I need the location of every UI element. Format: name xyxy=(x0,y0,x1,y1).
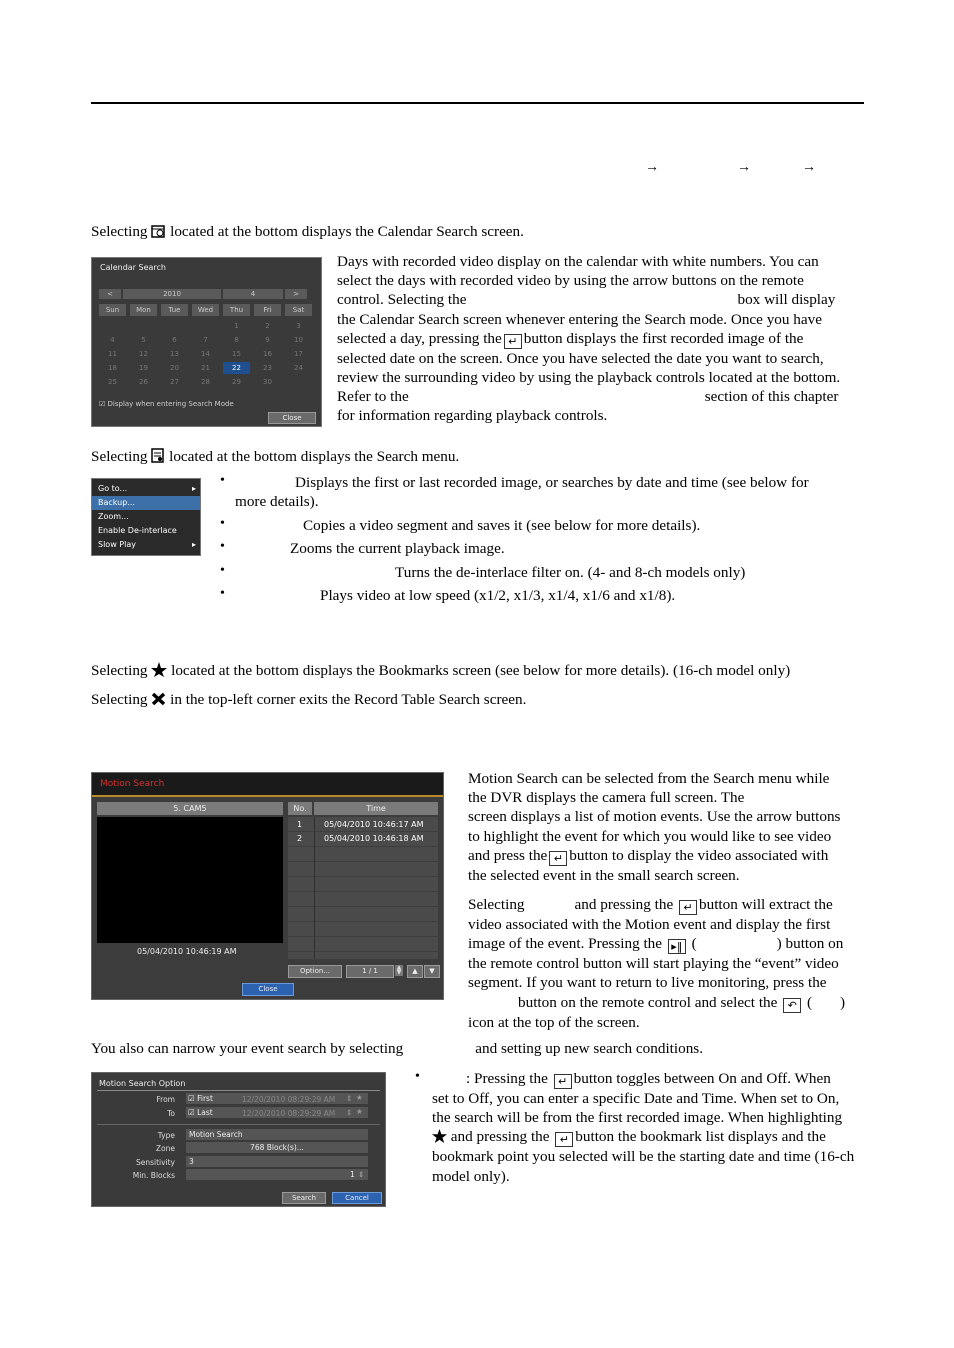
header-rule xyxy=(91,102,864,104)
calendar-search-icon xyxy=(151,224,166,238)
weekday-header: Sun xyxy=(99,304,126,316)
prev-year-button[interactable]: < xyxy=(99,289,121,299)
calendar-intro-before: Selecting xyxy=(91,223,148,240)
motion-search-screen xyxy=(91,772,444,1000)
calendar-day xyxy=(99,320,126,332)
menu-item-goto[interactable] xyxy=(92,482,200,496)
bookmark-before: Selecting xyxy=(91,662,148,679)
search-intro-before: Selecting xyxy=(91,448,148,465)
calendar-day[interactable]: 16 xyxy=(263,350,272,358)
calendar-day[interactable]: 21 xyxy=(201,364,210,372)
opt-line: model only). xyxy=(432,1167,510,1185)
calendar-day[interactable]: 3 xyxy=(296,322,301,330)
weekday-header: Thu xyxy=(223,304,250,316)
option-divider xyxy=(97,1090,380,1091)
option-button[interactable]: Option... xyxy=(288,965,342,978)
play-pause-key-icon: ▸‖ xyxy=(668,939,686,954)
weekday-header: Mon xyxy=(130,304,157,316)
bullet-dot: • xyxy=(220,473,225,488)
enter-key-icon: ↵ xyxy=(504,334,522,349)
menu-label: Zoom... xyxy=(98,512,129,521)
cal-line: for information regarding playback controls. xyxy=(337,407,608,425)
motion-line: and press the xyxy=(468,846,548,864)
motion-description xyxy=(468,769,861,885)
first-checkbox[interactable]: ☑ First xyxy=(188,1094,213,1103)
close-x-icon xyxy=(151,692,166,706)
motion-close-button[interactable]: Close xyxy=(242,983,294,996)
motion-line: button will extract the xyxy=(699,896,833,913)
event-time[interactable]: 05/04/2010 10:46:18 AM xyxy=(324,834,424,843)
search-button[interactable]: Search xyxy=(282,1192,326,1204)
video-preview[interactable] xyxy=(97,817,283,943)
bullet-zoom: Zooms the current playback image. xyxy=(290,540,505,557)
bookmark-star-icon xyxy=(151,662,167,677)
cal-line: Days with recorded video display on the calendar with white numbers. You can xyxy=(337,253,819,270)
enter-key-icon: ↵ xyxy=(679,900,697,915)
cal-line: box will display xyxy=(737,291,836,309)
motion-line: the selected event in the small search screen. xyxy=(468,866,740,884)
narrow-line xyxy=(91,1039,703,1058)
min-blocks-value: 1 xyxy=(350,1170,355,1179)
weekday-header: Sat xyxy=(285,304,312,316)
narrow-before: You also can narrow your event search by selecting xyxy=(91,1040,404,1057)
motion-line: icon at the top of the screen. xyxy=(468,1013,640,1031)
calendar-day[interactable]: 20 xyxy=(170,364,179,372)
bullet-slow-play: Plays video at low speed (x1/2, x1/3, x1/4, x1/6 and x1/8). xyxy=(320,587,676,604)
weekday-header: Tue xyxy=(161,304,188,316)
page-up-icon[interactable]: ▲ xyxy=(407,965,423,978)
calendar-day[interactable]: 15 xyxy=(232,350,241,358)
calendar-intro xyxy=(91,222,524,241)
last-label: Last xyxy=(197,1108,213,1117)
to-label: To xyxy=(167,1109,175,1118)
calendar-day[interactable]: 28 xyxy=(201,378,210,386)
motion-line: ) button on xyxy=(776,935,844,953)
calendar-day[interactable]: 26 xyxy=(139,378,148,386)
calendar-day[interactable]: 14 xyxy=(201,350,210,358)
from-spinner-icon[interactable]: ⇕ xyxy=(346,1094,353,1103)
arrow-2: → xyxy=(737,160,751,175)
calendar-day[interactable]: 7 xyxy=(203,336,208,344)
enter-key-icon: ↵ xyxy=(554,1074,572,1089)
motion-line: button on the remote control and select the xyxy=(518,993,778,1011)
bullet-dot: • xyxy=(415,1069,420,1084)
year-field[interactable]: 2010 xyxy=(123,289,221,299)
calendar-intro-after: located at the bottom displays the Calendar Search screen. xyxy=(170,223,524,240)
exit-after: in the top-left corner exits the Record Table Search screen. xyxy=(170,691,527,708)
motion-line: to highlight the event for which you would like to see video xyxy=(468,827,832,845)
calendar-description xyxy=(337,252,862,426)
bullet-dot: • xyxy=(220,586,225,601)
calendar-day xyxy=(192,320,219,332)
menu-item-zoom[interactable] xyxy=(92,510,200,524)
calendar-day[interactable]: 10 xyxy=(294,336,303,344)
motion-line: ( xyxy=(691,935,697,953)
calendar-day[interactable]: 30 xyxy=(263,378,272,386)
cal-line: section of this chapter xyxy=(704,388,839,406)
weekday-header: Fri xyxy=(254,304,281,316)
menu-item-backup[interactable] xyxy=(92,496,200,510)
opt-line: button the bookmark list displays and the xyxy=(575,1128,826,1146)
calendar-day[interactable]: 23 xyxy=(263,364,272,372)
menu-item-slow-play[interactable] xyxy=(92,538,200,552)
calendar-title: Calendar Search xyxy=(100,263,166,272)
opt-line: button toggles between On and Off. When xyxy=(573,1070,831,1087)
checkbox-label: Display when entering Search Mode xyxy=(107,400,234,408)
calendar-day[interactable]: 11 xyxy=(108,350,117,358)
motion-line: video associated with the Motion event and display the first xyxy=(468,916,831,933)
search-menu xyxy=(91,478,201,556)
bullet-backup: Copies a video segment and saves it (see below for more details). xyxy=(303,517,701,534)
enter-key-icon: ↵ xyxy=(555,1132,573,1147)
page-spinner-icon[interactable]: ▲ ▼ xyxy=(396,964,402,976)
camera-label: 5. CAM5 xyxy=(97,802,283,815)
menu-item-deinterlace[interactable] xyxy=(92,524,200,538)
search-menu-icon xyxy=(151,448,165,463)
bookmark-after: located at the bottom displays the Bookmarks screen (see below for more details). (16-ch model only) xyxy=(171,662,791,679)
col-divider xyxy=(314,817,315,959)
menu-label: Enable De-interlace xyxy=(98,526,177,535)
cal-line: button displays the first recorded image of the xyxy=(523,329,804,347)
arrow-3: → xyxy=(802,160,816,175)
bullet-goto: Displays the first or last recorded image, or searches by date and time (see below for xyxy=(295,474,809,491)
cal-line: the Calendar Search screen whenever entering the Search mode. Once you have xyxy=(337,310,822,328)
menu-label: Backup... xyxy=(98,498,135,507)
display-checkbox[interactable]: ☑ Display when entering Search Mode xyxy=(99,400,234,408)
menu-label: Slow Play xyxy=(98,540,136,549)
bullet-goto-cont: more details). xyxy=(235,493,319,510)
event-time[interactable]: 05/04/2010 10:46:17 AM xyxy=(324,820,424,829)
motion-line: ) xyxy=(840,993,846,1011)
submenu-arrow-icon: ▸ xyxy=(191,540,196,549)
motion-line: Selecting xyxy=(468,896,525,913)
option-title: Motion Search Option xyxy=(99,1079,186,1088)
from-label: From xyxy=(156,1095,175,1104)
next-month-button[interactable]: > xyxy=(285,289,307,299)
from-bookmark-star-icon[interactable]: ★ xyxy=(356,1093,363,1102)
calendar-day[interactable]: 18 xyxy=(108,364,117,372)
col-no: No. xyxy=(288,802,312,815)
calendar-day xyxy=(130,320,157,332)
from-datetime: 12/20/2010 08:29:29 AM xyxy=(242,1095,336,1104)
exit-line xyxy=(91,690,526,709)
to-datetime: 12/20/2010 08:29:29 AM xyxy=(242,1109,336,1118)
return-icon: ↶ xyxy=(783,998,801,1013)
calendar-day[interactable]: 6 xyxy=(172,336,177,344)
calendar-day[interactable]: 22 xyxy=(223,362,250,374)
calendar-day[interactable]: 4 xyxy=(110,336,115,344)
calendar-day[interactable]: 17 xyxy=(294,350,303,358)
narrow-after: and setting up new search conditions. xyxy=(475,1040,704,1057)
calendar-day[interactable]: 12 xyxy=(139,350,148,358)
option-description xyxy=(432,1069,862,1186)
event-no: 2 xyxy=(297,834,303,843)
motion-line: and pressing the xyxy=(574,896,674,913)
page-indicator: 1 / 1 xyxy=(346,965,394,978)
min-blocks-field[interactable] xyxy=(186,1169,368,1180)
type-select[interactable]: Motion Search xyxy=(186,1129,368,1140)
motion-line: the DVR displays the camera full screen. The xyxy=(468,789,745,807)
col-time: Time xyxy=(314,802,438,815)
calendar-search-screen xyxy=(91,257,322,427)
month-field[interactable]: 4 xyxy=(223,289,283,299)
calendar-day[interactable]: 24 xyxy=(294,364,303,372)
calendar-day[interactable]: 9 xyxy=(265,336,270,344)
opt-line: and pressing the xyxy=(450,1128,550,1146)
calendar-day[interactable]: 1 xyxy=(234,322,239,330)
motion-line: segment. If you want to return to live monitoring, press the xyxy=(468,974,827,992)
motion-title: Motion Search xyxy=(100,779,165,789)
motion-line: the remote control button will start playing the “event” video xyxy=(468,955,839,973)
cancel-button[interactable]: Cancel xyxy=(332,1192,382,1204)
motion-line: image of the event. Pressing the xyxy=(468,935,663,953)
zone-button[interactable]: 768 Block(s)... xyxy=(186,1142,368,1153)
option-divider xyxy=(97,1124,380,1125)
title-underline xyxy=(92,795,443,797)
bullet-dot: • xyxy=(220,516,225,531)
bookmark-line xyxy=(91,661,790,680)
cal-line: control. Selecting the xyxy=(337,291,467,309)
calendar-day[interactable]: 13 xyxy=(170,350,179,358)
to-spinner-icon[interactable]: ⇕ xyxy=(346,1108,353,1117)
first-label: First xyxy=(197,1094,213,1103)
calendar-day[interactable]: 19 xyxy=(139,364,148,372)
search-intro xyxy=(91,447,459,466)
opt-line: the search will be from the first recorded image. When highlighting xyxy=(432,1109,843,1127)
motion-line: Motion Search can be selected from the Search menu while xyxy=(468,770,830,787)
calendar-day xyxy=(285,376,312,388)
close-button[interactable]: Close xyxy=(268,412,316,424)
bookmark-star-icon xyxy=(432,1129,447,1143)
calendar-day xyxy=(161,320,188,332)
enter-key-icon: ↵ xyxy=(549,851,567,866)
calendar-day[interactable]: 27 xyxy=(170,378,179,386)
last-checkbox[interactable]: ☑ Last xyxy=(188,1108,213,1117)
exit-before: Selecting xyxy=(91,691,148,708)
cal-line: selected a day, pressing the xyxy=(337,329,502,347)
cal-line: selected date on the screen. Once you have selected the date you want to search, xyxy=(337,349,824,367)
opt-line: bookmark point you selected will be the starting date and time (16-ch xyxy=(432,1148,855,1166)
motion-line: screen displays a list of motion events. Use the arrow buttons xyxy=(468,808,841,826)
bullet-deinterlace: Turns the de-interlace filter on. (4- and 8-ch models only) xyxy=(395,564,746,581)
submenu-arrow-icon: ▸ xyxy=(191,484,196,493)
cal-line: Refer to the xyxy=(337,388,409,406)
motion-search-option-screen xyxy=(91,1072,386,1207)
calendar-day[interactable]: 8 xyxy=(234,336,239,344)
bullet-dot: • xyxy=(220,563,225,578)
calendar-day[interactable]: 25 xyxy=(108,378,117,386)
weekday-header: Wed xyxy=(192,304,219,316)
motion-line: button to display the video associated with xyxy=(569,846,829,864)
opt-line: : Pressing the xyxy=(466,1070,548,1087)
motion-line: ( xyxy=(806,993,813,1011)
opt-line: set to Off, you can enter a specific Date and Time. When set to On, xyxy=(432,1090,840,1107)
calendar-day[interactable]: 29 xyxy=(232,378,241,386)
calendar-day[interactable]: 2 xyxy=(265,322,270,330)
min-blocks-label: Min. Blocks xyxy=(132,1171,175,1180)
calendar-day[interactable]: 5 xyxy=(141,336,146,344)
min-blocks-spinner-icon[interactable]: ⇕ xyxy=(358,1170,365,1179)
page-down-icon[interactable]: ▼ xyxy=(424,965,440,978)
sensitivity-label: Sensitivity xyxy=(135,1158,175,1167)
to-bookmark-star-icon[interactable]: ★ xyxy=(356,1107,363,1116)
menu-label: Go to... xyxy=(98,484,128,493)
arrow-1: → xyxy=(645,160,659,175)
cal-line: select the days with recorded video by using the arrow buttons on the remote xyxy=(337,272,804,290)
type-label: Type xyxy=(157,1131,175,1140)
cal-line: review the surrounding video by using the playback controls located at the bottom. xyxy=(337,369,841,387)
bullet-dot: • xyxy=(220,539,225,554)
video-timestamp: 05/04/2010 10:46:19 AM xyxy=(137,947,237,956)
search-intro-after: located at the bottom displays the Search menu. xyxy=(169,448,460,465)
zone-label: Zone xyxy=(155,1144,175,1153)
event-no: 1 xyxy=(297,820,303,829)
sensitivity-select[interactable]: 3 xyxy=(186,1156,368,1167)
motion-description-2 xyxy=(468,895,861,1032)
